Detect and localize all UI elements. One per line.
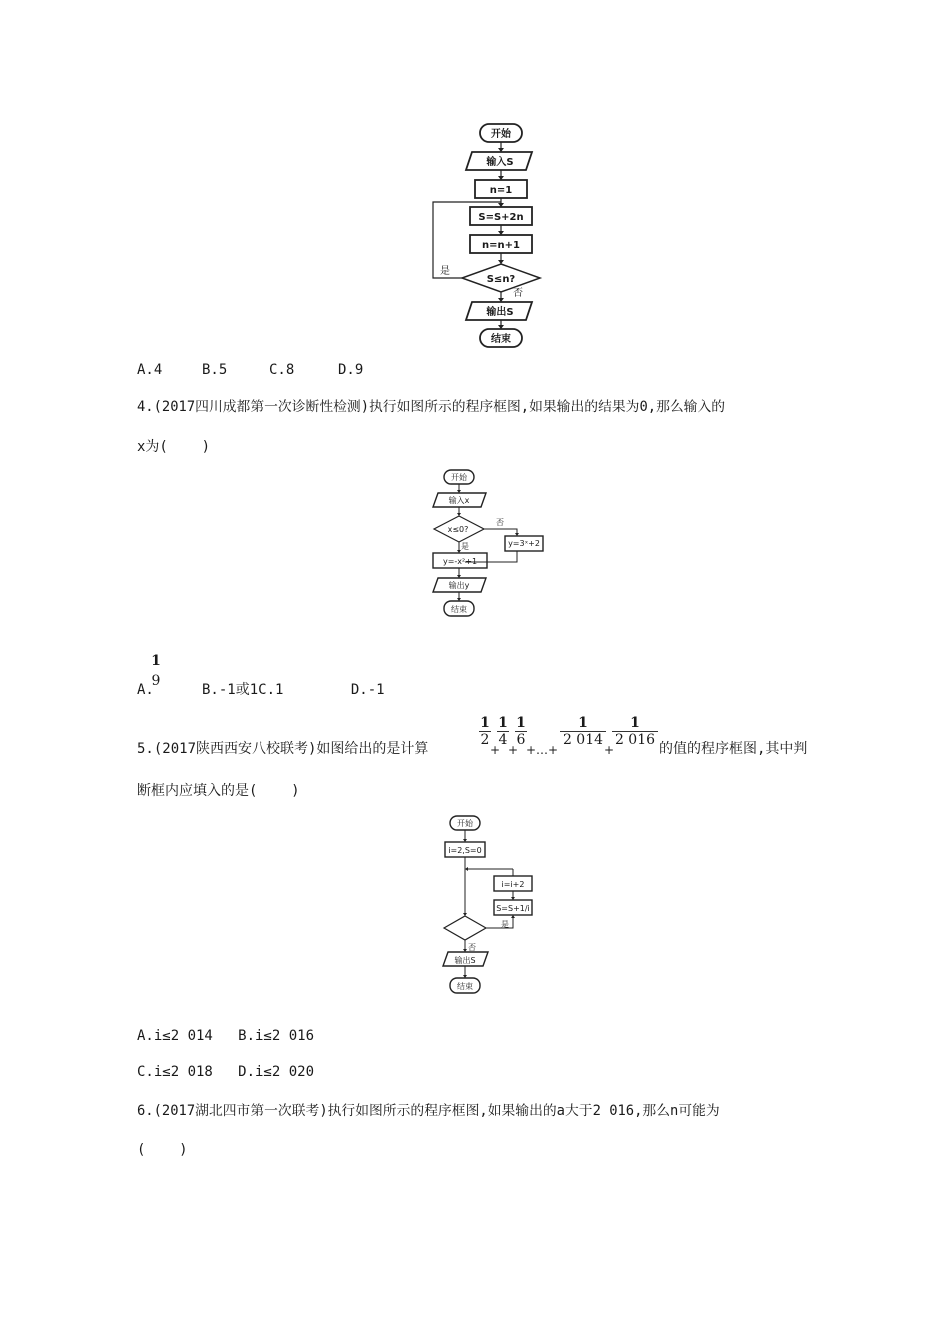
q4-options-rest: B.-1或1C.1 D.-1 (202, 682, 385, 698)
q5-stem-prefix: 5.(2017陕西西安八校联考)如图给出的是计算 (137, 741, 429, 757)
q6-stem-line1: 6.(2017湖北四市第一次联考)执行如图所示的程序框图,如果输出的a大于2 016,那么n可能为 (137, 1103, 720, 1119)
q5-options-line1: A.i≤2 014 B.i≤2 016 (137, 1028, 315, 1044)
q3-option-c: C.8 (269, 362, 295, 378)
q5-options-line2: C.i≤2 018 D.i≤2 020 (137, 1064, 315, 1080)
flow2-no-label: 否 (496, 518, 504, 527)
q6-stem-line2: ( ) (137, 1142, 188, 1158)
q4-option-a-fraction (150, 653, 162, 689)
q5-fraction-1: 1 2 (480, 715, 490, 748)
flow2-yes-label: 是 (461, 542, 469, 551)
q4-stem-line2: x为( ) (137, 439, 211, 455)
flowchart-q5 (438, 812, 538, 1004)
q5-plus-2: + (508, 743, 519, 757)
q4-option-a-prefix: A. (137, 682, 154, 698)
q3-option-a: A.4 (137, 362, 163, 378)
q4-option-a-numerator: 1 (151, 653, 161, 669)
q5-plus-3: + (604, 743, 615, 757)
flow1-start: 开始 (491, 129, 511, 140)
q4-stem-line1: 4.(2017四川成都第一次诊断性检测)执行如图所示的程序框图,如果输出的结果为0,那么输入的 (137, 399, 726, 415)
flow2-output: 输出y (448, 581, 470, 590)
q3-option-d: D.9 (338, 362, 364, 378)
flow1-input: 输入S (486, 157, 514, 168)
flow1-step1: S=S+2n (478, 212, 524, 223)
flow3-no-label: 否 (468, 943, 476, 952)
flow1-init: n=1 (489, 185, 513, 196)
flow3-init: i=2,S=0 (448, 846, 482, 855)
q5-fraction-4: 1 2 014 (560, 715, 606, 748)
flowchart-q4 (425, 466, 550, 624)
q5-fraction-3: 1 6 (516, 715, 526, 748)
q3-option-b: B.5 (202, 362, 228, 378)
q5-stem-suffix: 的值的程序框图,其中判 (659, 741, 808, 757)
flow3-start: 开始 (457, 819, 473, 828)
flow3-step2: S=S+1/i (496, 904, 530, 913)
flow3-yes-label: 是 (501, 920, 509, 929)
flow1-no-label: 否 (513, 288, 523, 299)
flow1-output: 输出S (486, 307, 514, 318)
flow2-input: 输入x (448, 496, 470, 505)
flow2-end: 结束 (451, 605, 467, 614)
flow2-left-box: y=-x²+1 (442, 557, 478, 566)
q5-fraction-2: 1 4 (498, 715, 508, 748)
q5-stem-line2: 断框内应填入的是( ) (137, 783, 300, 799)
flow1-end: 结束 (491, 334, 511, 345)
flow3-end: 结束 (457, 982, 473, 991)
q5-fraction-5: 1 2 016 (612, 715, 658, 748)
flowchart-q3 (420, 118, 560, 350)
flow3-step1: i=i+2 (501, 880, 525, 889)
q5-plus-1: + (490, 743, 501, 757)
q5-ellipsis: +…+ (526, 743, 559, 757)
flow3-output: 输出S (454, 956, 476, 965)
flow1-step2: n=n+1 (482, 240, 520, 251)
flow1-condition: S≤n? (486, 274, 516, 285)
q4-option-a-denominator: 9 (151, 673, 161, 689)
flow2-start: 开始 (451, 473, 467, 482)
flow2-condition: x≤0? (447, 525, 469, 534)
flow2-right-box: y=3ˣ+2 (508, 539, 540, 548)
flow1-yes-label: 是 (440, 266, 450, 277)
